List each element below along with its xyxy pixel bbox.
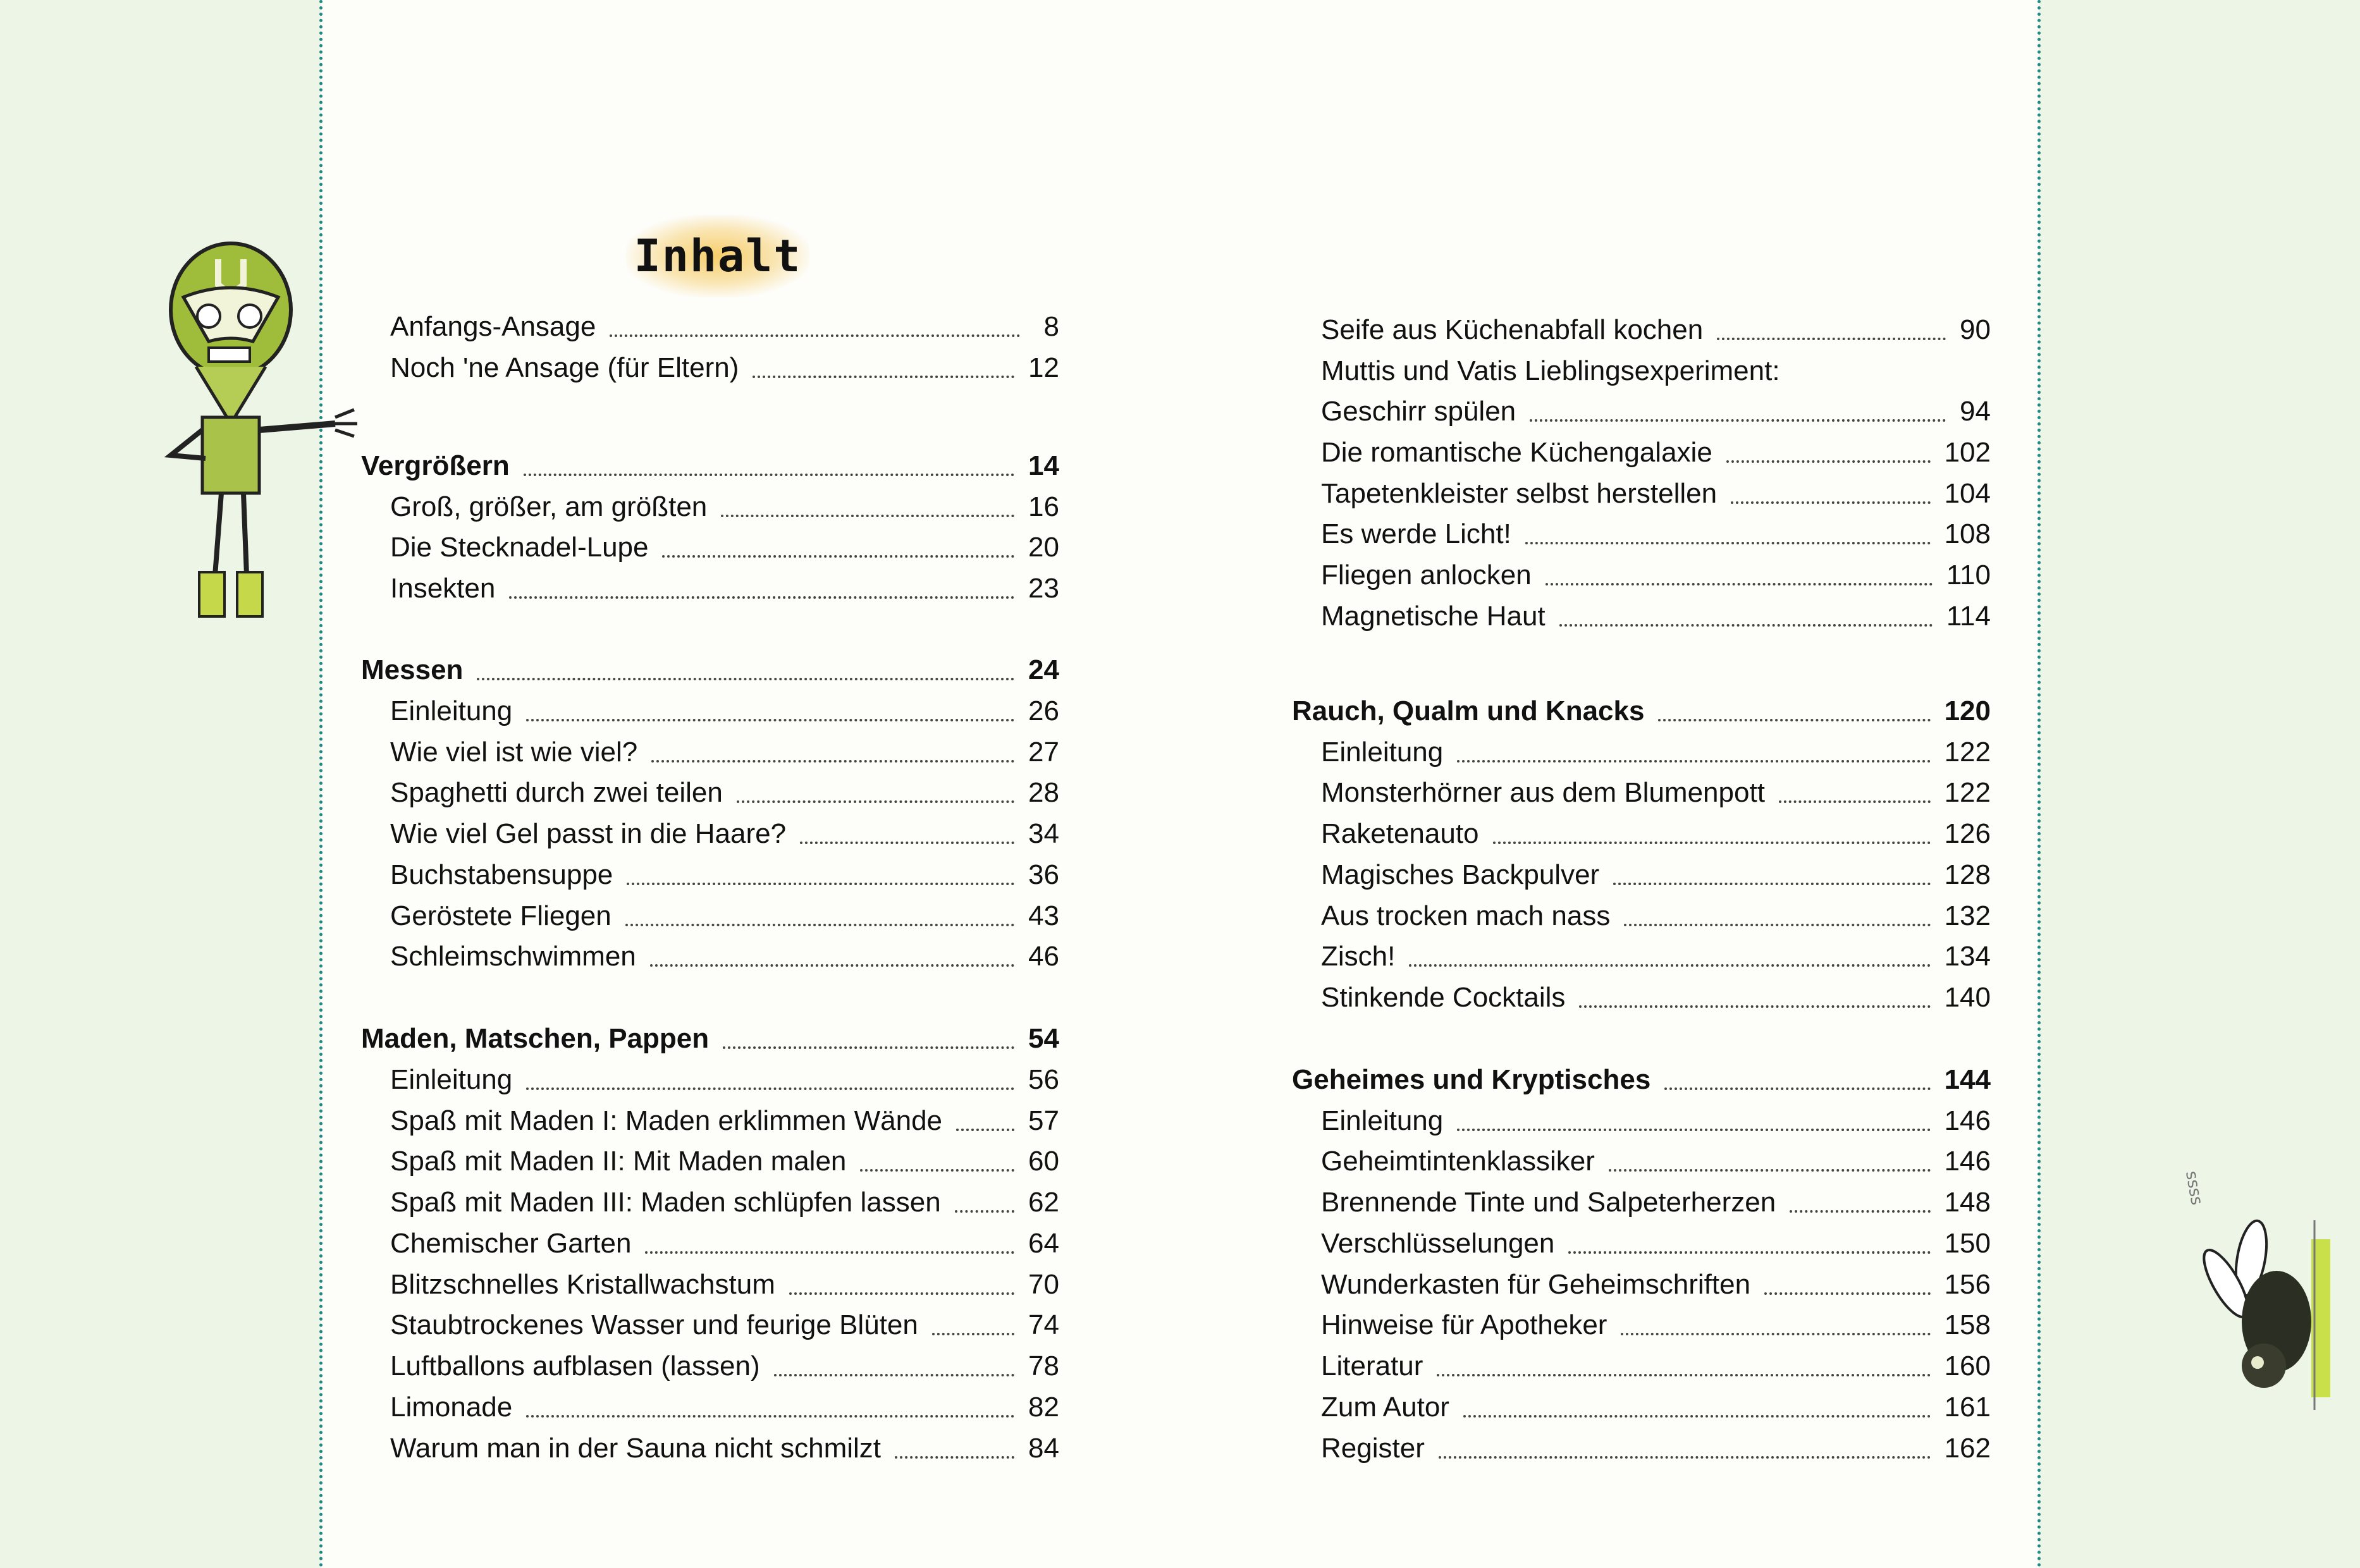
dot-leader — [737, 800, 1014, 803]
page-number: 110 — [1946, 560, 1991, 591]
entry-title: Spaß mit Maden III: Maden schlüpfen lassen — [390, 1187, 941, 1218]
toc-entry[interactable] — [1321, 733, 1991, 771]
page-number: 104 — [1944, 478, 1991, 509]
entry-title: Einleitung — [390, 695, 513, 726]
dot-leader — [955, 1210, 1014, 1213]
entry-title: Zisch! — [1321, 941, 1396, 972]
dot-leader — [1779, 800, 1931, 803]
entry-title: Einleitung — [1321, 1105, 1444, 1136]
dot-leader — [721, 515, 1014, 517]
dot-leader — [1546, 583, 1933, 585]
dot-leader — [651, 760, 1014, 763]
toc-entry[interactable] — [1321, 1266, 1991, 1304]
toc-entry[interactable] — [390, 529, 1059, 567]
toc-entry[interactable] — [1321, 1388, 1991, 1426]
dot-leader — [1409, 964, 1930, 967]
dot-leader — [509, 596, 1014, 599]
dot-leader — [1439, 1456, 1931, 1459]
superhero-character-icon — [126, 240, 392, 626]
page-number: 34 — [1028, 818, 1059, 849]
entry-title: Muttis und Vatis Lieblingsexperiment: — [1321, 355, 1780, 386]
entry-title: Limonade — [390, 1392, 513, 1423]
dot-leader — [1457, 760, 1930, 763]
toc-entry[interactable] — [1321, 1430, 1991, 1467]
page-number: 144 — [1944, 1064, 1991, 1095]
entry-title: Buchstabensuppe — [390, 859, 613, 890]
entry-title: Warum man in der Sauna nicht schmilzt — [390, 1433, 881, 1464]
toc-section-heading[interactable] — [361, 651, 1059, 689]
page-number: 140 — [1944, 982, 1991, 1013]
dot-leader — [1664, 1087, 1930, 1090]
page-number: 54 — [1028, 1023, 1059, 1054]
entry-title: Hinweise für Apotheker — [1321, 1309, 1607, 1340]
dot-leader — [526, 1087, 1014, 1090]
dot-leader — [1726, 460, 1931, 463]
page-number: 90 — [1960, 314, 1991, 345]
entry-title: Spaß mit Maden I: Maden erklimmen Wände — [390, 1105, 943, 1136]
left-page-border — [319, 0, 323, 1568]
entry-title: Aus trocken mach nass — [1321, 900, 1611, 931]
dot-leader — [1624, 924, 1930, 926]
entry-title: Stinkende Cocktails — [1321, 982, 1566, 1013]
section-title: Messen — [361, 654, 464, 685]
page-number: 64 — [1028, 1228, 1059, 1259]
entry-title: Die romantische Küchengalaxie — [1321, 437, 1712, 468]
dot-leader — [1568, 1251, 1930, 1254]
entry-title: Groß, größer, am größten — [390, 491, 708, 522]
dot-leader — [610, 334, 1020, 337]
section-title: Geheimes und Kryptisches — [1292, 1064, 1651, 1095]
toc-entry[interactable] — [390, 1225, 1059, 1263]
entry-title: Noch 'ne Ansage (für Eltern) — [390, 352, 739, 383]
dot-leader — [1764, 1292, 1931, 1295]
page-number: 108 — [1944, 518, 1991, 549]
toc-entry[interactable] — [1321, 815, 1991, 853]
entry-title: Raketenauto — [1321, 818, 1479, 849]
page-number: 74 — [1028, 1309, 1059, 1340]
toc-entry[interactable] — [390, 1347, 1059, 1385]
entry-title: Geheimtintenklassiker — [1321, 1146, 1595, 1177]
dot-leader — [1609, 1169, 1931, 1172]
dot-leader — [1493, 842, 1931, 844]
page-number: 27 — [1028, 737, 1059, 768]
section-title: Vergrößern — [361, 450, 510, 481]
dot-leader — [1559, 624, 1933, 627]
section-title: Maden, Matschen, Pappen — [361, 1023, 710, 1054]
entry-title: Monsterhörner aus dem Blumenpott — [1321, 777, 1765, 808]
entry-title: Einleitung — [1321, 737, 1444, 768]
page-number: 160 — [1944, 1351, 1991, 1381]
page-number: 23 — [1028, 573, 1059, 604]
entry-title: Wie viel ist wie viel? — [390, 737, 638, 768]
entry-title: Blitzschnelles Kristallwachstum — [390, 1269, 775, 1300]
fly-icon — [2182, 1157, 2346, 1423]
entry-title: Magnetische Haut — [1321, 601, 1546, 632]
page-number: 161 — [1944, 1392, 1991, 1423]
page-number: 134 — [1944, 941, 1991, 972]
toc-entry[interactable] — [390, 774, 1059, 812]
page-number: 122 — [1944, 737, 1991, 768]
toc-entry[interactable] — [390, 815, 1059, 853]
page-number: 122 — [1944, 777, 1991, 808]
page-number: 56 — [1028, 1064, 1059, 1095]
toc-entry[interactable] — [390, 1184, 1059, 1222]
dot-leader — [526, 1415, 1014, 1418]
entry-title: Zum Autor — [1321, 1392, 1449, 1423]
page-number: 102 — [1944, 437, 1991, 468]
dot-leader — [524, 474, 1014, 476]
dot-leader — [645, 1251, 1014, 1254]
toc-entry[interactable] — [390, 1061, 1059, 1099]
page-number: 150 — [1944, 1228, 1991, 1259]
toc-entry[interactable] — [1321, 774, 1991, 812]
toc-section-heading[interactable] — [1292, 692, 1991, 730]
toc-entry[interactable] — [1321, 515, 1991, 553]
toc-section-heading[interactable] — [1292, 1061, 1991, 1099]
dot-leader — [1525, 542, 1931, 544]
page-number: 60 — [1028, 1146, 1059, 1177]
page-number: 114 — [1946, 601, 1991, 632]
dot-leader — [625, 924, 1014, 926]
page-number: 70 — [1028, 1269, 1059, 1300]
dot-leader — [800, 842, 1014, 844]
page-number: 84 — [1028, 1433, 1059, 1464]
entry-title: Schleimschwimmen — [390, 941, 636, 972]
toc-entry[interactable] — [390, 1102, 1059, 1140]
dot-leader — [627, 883, 1014, 885]
entry-title: Einleitung — [390, 1064, 513, 1095]
toc-entry[interactable] — [390, 733, 1059, 771]
toc-entry[interactable] — [390, 488, 1059, 526]
entry-title: Wie viel Gel passt in die Haare? — [390, 818, 787, 849]
toc-entry[interactable] — [390, 308, 1059, 346]
entry-title: Die Stecknadel-Lupe — [390, 532, 649, 563]
toc-entry[interactable] — [1321, 434, 1991, 472]
page-number: 94 — [1960, 396, 1991, 427]
toc-entry[interactable] — [390, 1142, 1059, 1180]
title-highlight — [626, 215, 809, 297]
entry-title: Literatur — [1321, 1351, 1423, 1381]
dot-leader — [895, 1456, 1014, 1459]
page-number: 62 — [1028, 1187, 1059, 1218]
entry-title: Anfangs-Ansage — [390, 311, 596, 342]
page-number: 126 — [1944, 818, 1991, 849]
toc-entry[interactable] — [1321, 1102, 1991, 1140]
dot-leader — [1717, 338, 1946, 340]
toc-entry[interactable] — [390, 897, 1059, 935]
dot-leader — [1463, 1415, 1931, 1418]
toc-entry[interactable] — [1321, 938, 1991, 976]
toc-entry[interactable] — [390, 1266, 1059, 1304]
page-number: 24 — [1028, 654, 1059, 685]
page-number: 36 — [1028, 859, 1059, 890]
page-number: 162 — [1944, 1433, 1991, 1464]
toc-entry[interactable] — [1321, 1142, 1991, 1180]
toc-section-heading[interactable] — [361, 447, 1059, 485]
dot-leader — [774, 1374, 1014, 1376]
page-number: 146 — [1944, 1146, 1991, 1177]
dot-leader — [1530, 419, 1946, 422]
page-number: 26 — [1028, 695, 1059, 726]
dot-leader — [1457, 1129, 1930, 1131]
toc-entry[interactable] — [1321, 475, 1991, 513]
toc-entry[interactable] — [390, 349, 1059, 387]
dot-leader — [526, 719, 1014, 721]
entry-title: Geschirr spülen — [1321, 396, 1516, 427]
page-number: 16 — [1028, 491, 1059, 522]
toc-entry[interactable] — [1321, 393, 1991, 431]
dot-leader — [1658, 719, 1930, 721]
entry-title: Seife aus Küchenabfall kochen — [1321, 314, 1704, 345]
page-number: 146 — [1944, 1105, 1991, 1136]
toc-entry[interactable] — [1321, 1306, 1991, 1344]
toc-entry[interactable] — [390, 570, 1059, 608]
dot-leader — [1621, 1333, 1930, 1335]
entry-title: Geröstete Fliegen — [390, 900, 612, 931]
toc-entry[interactable] — [1321, 597, 1991, 635]
toc-entry[interactable] — [1321, 979, 1991, 1017]
page-number: 57 — [1028, 1105, 1059, 1136]
page-number: 28 — [1028, 777, 1059, 808]
toc-entry[interactable] — [390, 1306, 1059, 1344]
entry-title: Spaghetti durch zwei teilen — [390, 777, 723, 808]
dot-leader — [662, 555, 1014, 558]
page-title: Inhalt — [634, 230, 802, 282]
right-page-border — [2037, 0, 2041, 1568]
entry-title: Magisches Backpulver — [1321, 859, 1600, 890]
dot-leader — [932, 1333, 1014, 1335]
dot-leader — [860, 1169, 1014, 1172]
toc-entry[interactable] — [390, 692, 1059, 730]
dot-leader — [723, 1046, 1014, 1049]
page-number: 46 — [1028, 941, 1059, 972]
dot-leader — [1731, 501, 1930, 504]
page-number: 120 — [1944, 695, 1991, 726]
page-number: 78 — [1028, 1351, 1059, 1381]
page-number: 158 — [1944, 1309, 1991, 1340]
toc-entry[interactable] — [390, 1430, 1059, 1467]
page-number: 132 — [1944, 900, 1991, 931]
entry-title: Es werde Licht! — [1321, 518, 1511, 549]
section-title: Rauch, Qualm und Knacks — [1292, 695, 1645, 726]
dot-leader — [753, 376, 1014, 378]
page-number: 148 — [1944, 1187, 1991, 1218]
page-number: 156 — [1944, 1269, 1991, 1300]
page-number: 12 — [1028, 352, 1059, 383]
entry-title: Luftballons aufblasen (lassen) — [390, 1351, 760, 1381]
entry-title: Chemischer Garten — [390, 1228, 632, 1259]
dot-leader — [1579, 1005, 1930, 1008]
dot-leader — [477, 678, 1014, 680]
dot-leader — [1437, 1374, 1930, 1376]
entry-title: Staubtrockenes Wasser und feurige Blüten — [390, 1309, 918, 1340]
entry-title: Register — [1321, 1433, 1425, 1464]
page-number: 43 — [1028, 900, 1059, 931]
dot-leader — [789, 1292, 1014, 1295]
toc-entry[interactable] — [1321, 1225, 1991, 1263]
dot-leader — [1613, 883, 1930, 885]
entry-title: Verschlüsselungen — [1321, 1228, 1555, 1259]
page-number: 8 — [1043, 311, 1059, 342]
dot-leader — [956, 1129, 1014, 1131]
page-number: 20 — [1028, 532, 1059, 563]
page-number: 82 — [1028, 1392, 1059, 1423]
toc-entry[interactable] — [390, 1388, 1059, 1426]
toc-entry[interactable] — [390, 938, 1059, 976]
entry-title: Fliegen anlocken — [1321, 560, 1532, 591]
toc-section-heading[interactable] — [361, 1020, 1059, 1058]
entry-title: Spaß mit Maden II: Mit Maden malen — [390, 1146, 847, 1177]
toc-entry[interactable] — [390, 856, 1059, 894]
toc-entry-first-line[interactable] — [1321, 352, 1991, 390]
toc-entry[interactable] — [1321, 1347, 1991, 1385]
toc-entry[interactable] — [1321, 856, 1991, 894]
entry-title: Insekten — [390, 573, 496, 604]
toc-entry[interactable] — [1321, 311, 1991, 349]
page-number: 14 — [1028, 450, 1059, 481]
dot-leader — [650, 964, 1014, 967]
entry-title: Wunderkasten für Geheimschriften — [1321, 1269, 1751, 1300]
toc-entry[interactable] — [1321, 556, 1991, 594]
entry-title: Brennende Tinte und Salpeterherzen — [1321, 1187, 1776, 1218]
page-number: 128 — [1944, 859, 1991, 890]
entry-title: Tapetenkleister selbst herstellen — [1321, 478, 1718, 509]
svg-text:ssss: ssss — [2182, 1169, 2206, 1207]
toc-entry[interactable] — [1321, 1184, 1991, 1222]
toc-entry[interactable] — [1321, 897, 1991, 935]
dot-leader — [1790, 1210, 1930, 1213]
